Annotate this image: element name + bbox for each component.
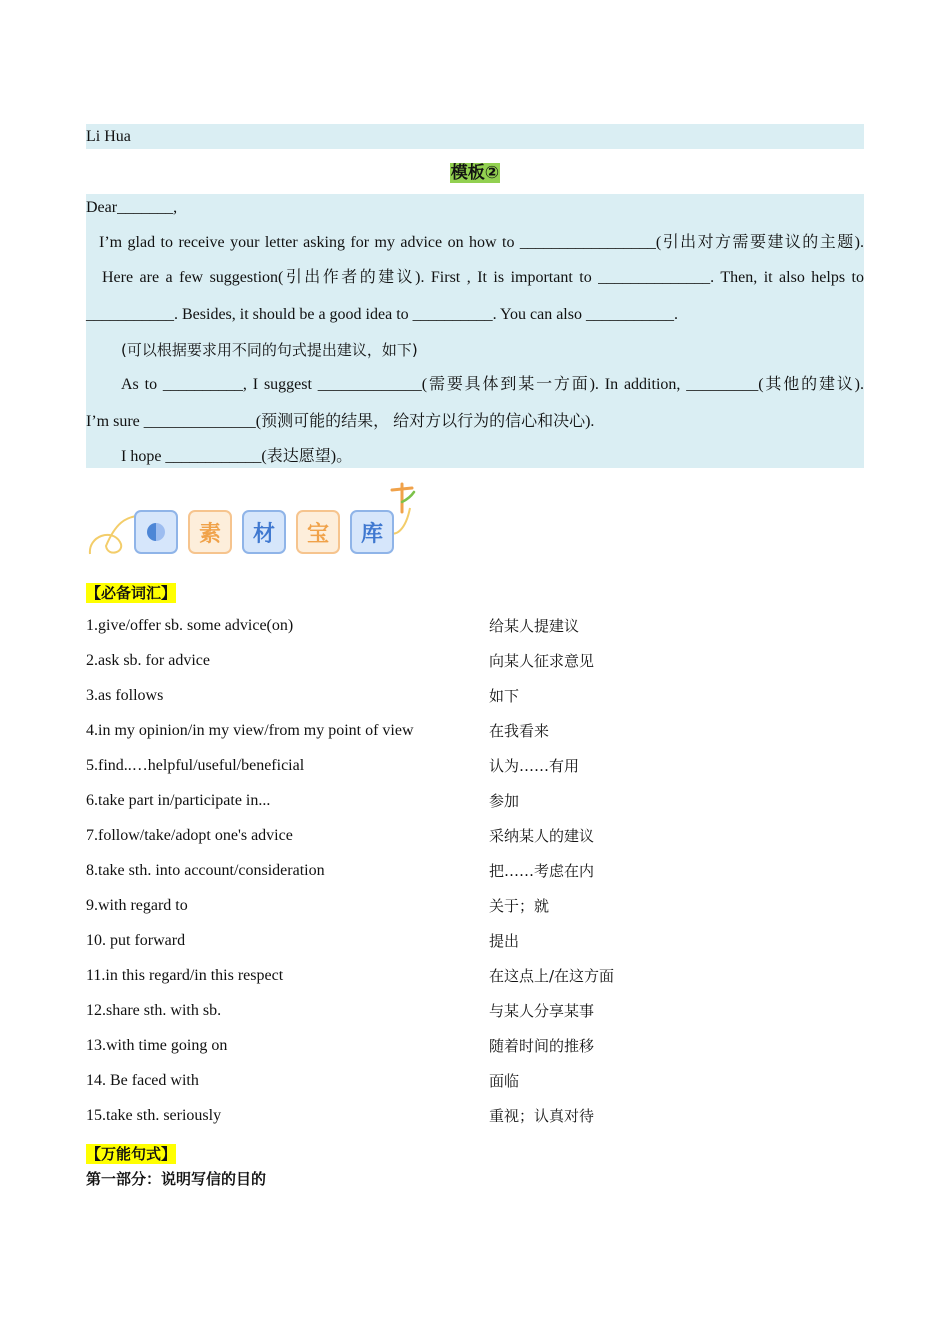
- banner-tile-ku: 库: [350, 510, 394, 554]
- vocab-english: 7.follow/take/adopt one's advice: [86, 827, 293, 844]
- vocab-row: [86, 999, 864, 1034]
- template-title-text: 模板②: [450, 163, 500, 183]
- vocab-row: [86, 1069, 864, 1104]
- letter-signoff: Li Hua: [86, 124, 864, 149]
- vocab-english: 9.with regard to: [86, 897, 188, 914]
- vocab-chinese: 采纳某人的建议: [489, 827, 595, 845]
- vocab-list: [86, 614, 864, 1139]
- letter-line: ___________. Besides, it should be a good idea to __________. You can also ___________.: [86, 306, 678, 323]
- vocab-section-heading: [86, 582, 176, 603]
- letter-line: I hope ____________(表达愿望)。: [121, 448, 353, 465]
- vocab-chinese: 重视；认真对待: [489, 1107, 595, 1125]
- circle-icon: [147, 523, 165, 541]
- vocab-chinese: 面临: [489, 1072, 520, 1090]
- vocab-english: 2.ask sb. for advice: [86, 652, 210, 669]
- vocab-chinese: 关于；就: [489, 897, 550, 915]
- vocab-english: 15.take sth. seriously: [86, 1107, 222, 1124]
- vocab-row: [86, 1034, 864, 1069]
- vocab-english: 3.as follows: [86, 687, 164, 704]
- vocab-row: [86, 859, 864, 894]
- vocab-row: [86, 719, 864, 754]
- vocab-row: [86, 614, 864, 649]
- vocab-english: 13.with time going on: [86, 1037, 228, 1054]
- sentence-section-title: 【万能句式】: [86, 1145, 177, 1163]
- vocab-english: 1.give/offer sb. some advice(on): [86, 617, 294, 634]
- vocab-row: [86, 929, 864, 964]
- banner-tile-circle: [134, 510, 178, 554]
- letter-line: I’m sure ______________(预测可能的结果， 给对方以行为的信心和决心).: [86, 413, 595, 430]
- vocab-row: [86, 1104, 864, 1139]
- vocab-row: [86, 684, 864, 719]
- vocab-row: [86, 789, 864, 824]
- sentence-section-heading: [86, 1143, 176, 1164]
- vocab-chinese: 如下: [489, 687, 520, 705]
- vocab-chinese: 把……考虑在内: [489, 862, 595, 880]
- part-one-heading: 第一部分：说明写信的目的: [86, 1170, 267, 1188]
- vocab-chinese: 在这点上/在这方面: [489, 967, 615, 985]
- template-title: [86, 158, 864, 183]
- vocab-english: 14. Be faced with: [86, 1072, 199, 1089]
- vocab-row: [86, 824, 864, 859]
- vocab-english: 4.in my opinion/in my view/from my point of view: [86, 722, 414, 739]
- material-banner: [86, 478, 426, 560]
- letter-line: As to __________, I suggest _____________(需要具体到某一方面). In addition, _________(其他的建议).: [121, 376, 864, 393]
- vocab-chinese: 提出: [489, 932, 520, 950]
- vocab-english: 12.share sth. with sb.: [86, 1002, 222, 1019]
- vocab-row: [86, 649, 864, 684]
- banner-tile-su: 素: [188, 510, 232, 554]
- letter-line: (可以根据要求用不同的句式提出建议，如下): [121, 341, 418, 359]
- banner-tile-cai: 材: [242, 510, 286, 554]
- vocab-english: 5.find..…helpful/useful/beneficial: [86, 757, 305, 774]
- vocab-english: 11.in this regard/in this respect: [86, 967, 284, 984]
- vocab-row: [86, 964, 864, 999]
- vocab-chinese: 参加: [489, 792, 520, 810]
- vocab-row: [86, 894, 864, 929]
- vocab-chinese: 认为……有用: [489, 757, 580, 775]
- vocab-chinese: 在我看来: [489, 722, 550, 740]
- vocab-chinese: 给某人提建议: [489, 617, 580, 635]
- letter-line: Here are a few suggestion(引出作者的建议). First , It is important to ______________. Then, it also helps to: [102, 269, 864, 286]
- vocab-chinese: 随着时间的推移: [489, 1037, 595, 1055]
- letter-line: I’m glad to receive your letter asking for my advice on how to _________________(引出对方需要建议的主题).: [99, 234, 864, 251]
- vocab-chinese: 向某人征求意见: [489, 652, 595, 670]
- vocab-english: 6.take part in/participate in...: [86, 792, 271, 809]
- vocab-section-title: 【必备词汇】: [86, 584, 177, 602]
- letter-greeting: Dear_______,: [86, 199, 178, 216]
- vocab-english: 8.take sth. into account/consideration: [86, 862, 325, 879]
- vocab-chinese: 与某人分享某事: [489, 1002, 595, 1020]
- banner-tile-bao: 宝: [296, 510, 340, 554]
- vocab-row: [86, 754, 864, 789]
- vocab-english: 10. put forward: [86, 932, 186, 949]
- letter-template-box: [86, 194, 864, 468]
